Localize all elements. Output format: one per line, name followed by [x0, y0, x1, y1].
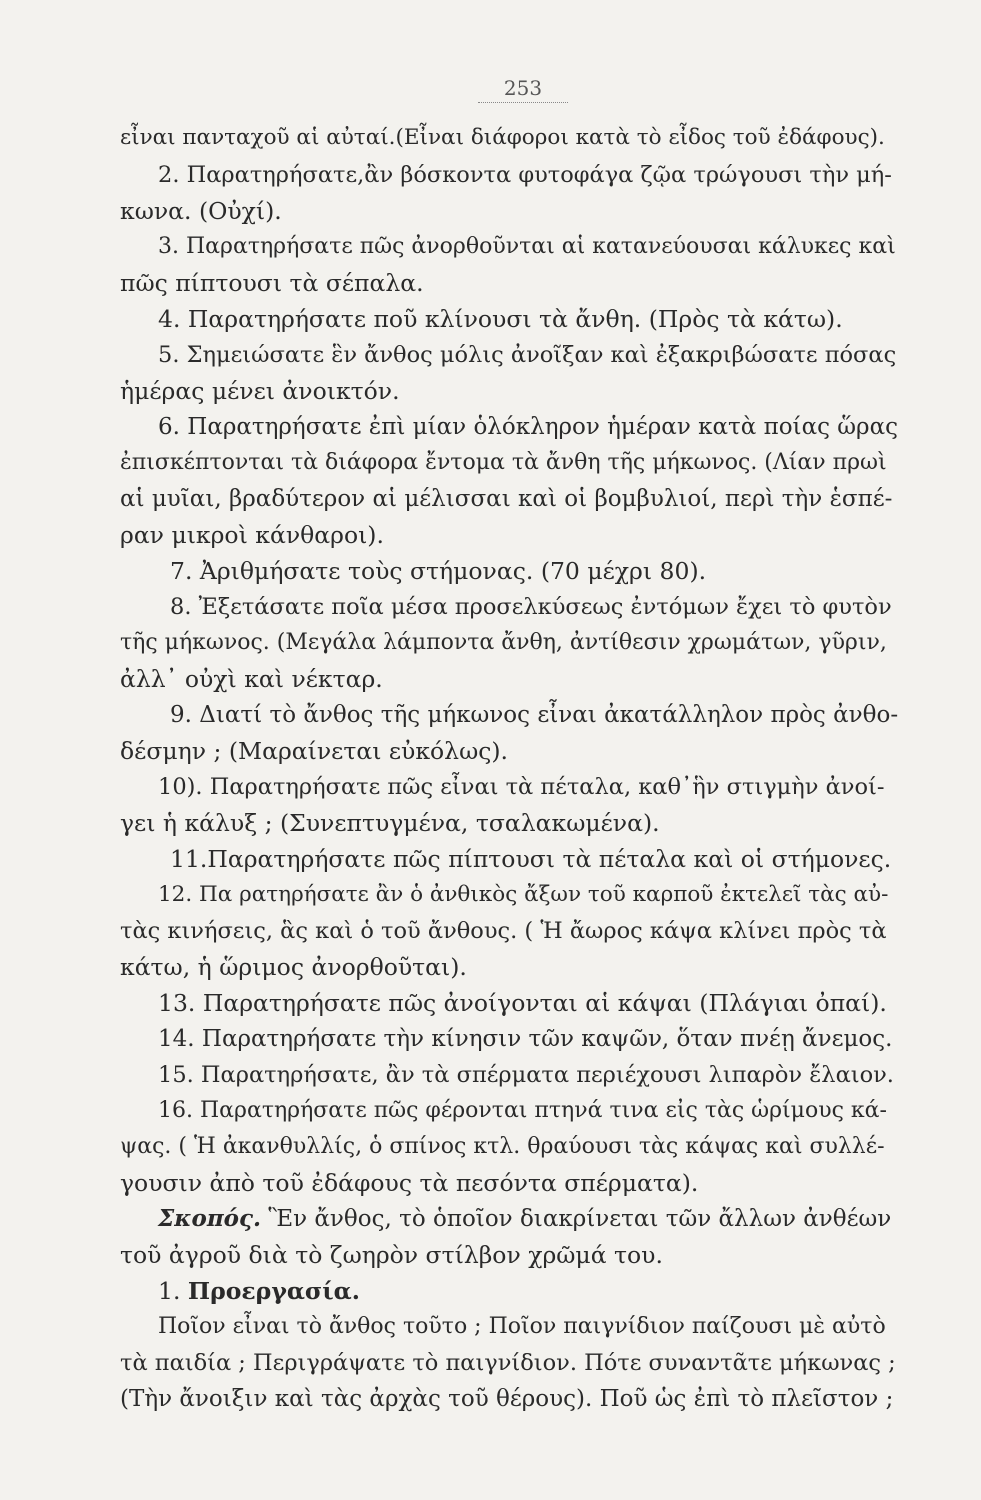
text-line: ἀλλ᾽ οὐχὶ καὶ νέκταρ.	[120, 665, 383, 693]
text-line: 5. Σημειώσατε ἓν ἄνθος μόλις ἀνοῖξαν καὶ ἐξακριβώσατε πόσας	[158, 342, 897, 368]
text-line: γουσιν ἀπὸ τοῦ ἐδάφους τὰ πεσόντα σπέρματα).	[120, 1169, 699, 1197]
text-line: 9. Διατί τὸ ἄνθος τῆς μήκωνος εἶναι ἀκατάλληλον πρὸς ἀνθο-	[170, 702, 899, 728]
page-number: 253	[478, 76, 568, 103]
text-line: 14. Παρατηρήσατε τὴν κίνησιν τῶν καψῶν, ὅταν πνέῃ ἄνεμος.	[158, 1026, 893, 1052]
text-line: 16. Παρατηρήσατε πῶς φέρονται πτηνά τινα εἰς τὰς ὡρίμους κά-	[158, 1098, 887, 1123]
text-line: (Τὴν ἄνοιξιν καὶ τὰς ἀρχὰς τοῦ θέρους). Ποῦ ὡς ἐπὶ τὸ πλεῖστον ;	[120, 1386, 894, 1412]
text-line: τοῦ ἀγροῦ διὰ τὸ ζωηρὸν στίλβον χρῶμά του.	[120, 1241, 663, 1269]
aim-line	[158, 1204, 891, 1234]
text-line: τὰ παιδία ; Περιγράψατε τὸ παιγνίδιον. Πότε συναντᾶτε μήκωνας ;	[120, 1350, 896, 1376]
text-line: ἐπισκέπτονται τὰ διάφορα ἔντομα τὰ ἄνθη τῆς μήκωνος. (Λίαν πρωὶ	[120, 450, 887, 475]
section-title: Προεργασία.	[187, 1277, 360, 1305]
text-line: 6. Παρατηρήσατε ἐπὶ μίαν ὁλόκληρον ἡμέραν κατὰ ποίας ὥρας	[158, 414, 898, 440]
text-line: Ποῖον εἶναι τὸ ἄνθος τοῦτο ; Ποῖον παιγνίδιον παίζουσι μὲ αὐτὸ	[158, 1314, 886, 1339]
text-line: δέσμην ; (Μαραίνεται εὐκόλως).	[120, 737, 509, 765]
text-line: κάτω, ἡ ὥριμος ἀνορθοῦται).	[120, 953, 467, 981]
text-line: 11.Παρατηρήσατε πῶς πίπτουσι τὰ πέταλα καὶ οἱ στήμονες.	[170, 845, 892, 873]
aim-label: Σκοπός.	[158, 1205, 262, 1232]
section-heading	[158, 1276, 360, 1306]
text-line: πῶς πίπτουσι τὰ σέπαλα.	[120, 269, 424, 297]
text-line: τὰς κινήσεις, ἃς καὶ ὁ τοῦ ἄνθους. ( Ἡ ἄωρος κάψα κλίνει πρὸς τὰ	[120, 918, 887, 944]
text-line: αἱ μυῖαι, βραδύτερον αἱ μέλισσαι καὶ οἱ βομβυλιοί, περὶ τὴν ἑσπέ-	[120, 486, 893, 512]
text-line: 8. Ἐξετάσατε ποῖα μέσα προσελκύσεως ἐντόμων ἔχει τὸ φυτὸν	[170, 594, 892, 620]
aim-text: Ἓν ἄνθος, τὸ ὁποῖον διακρίνεται τῶν ἄλλων ἀνθέων	[268, 1206, 892, 1232]
text-line: κωνα. (Οὐχί).	[120, 197, 282, 225]
text-line: ψας. ( Ἡ ἀκανθυλλίς, ὁ σπίνος κτλ. θραύουσι τὰς κάψας καὶ συλλέ-	[120, 1134, 885, 1159]
text-line: 3. Παρατηρήσατε πῶς ἀνορθοῦνται αἱ κατανεύουσαι κάλυκες καὶ	[158, 234, 896, 259]
text-line: 4. Παρατηρήσατε ποῦ κλίνουσι τὰ ἄνθη. (Πρὸς τὰ κάτω).	[158, 305, 843, 333]
text-line: 13. Παρατηρήσατε πῶς ἀνοίγονται αἱ κάψαι (Πλάγιαι ὀπαί).	[158, 989, 887, 1017]
text-line: 7. Ἀριθμήσατε τοὺς στήμονας. (70 μέχρι 80).	[170, 557, 707, 585]
section-number: 1.	[158, 1277, 181, 1305]
text-line: 2. Παρατηρήσατε,ἂν βόσκοντα φυτοφάγα ζῷα τρώγουσι τὴν μή-	[158, 162, 892, 188]
text-line: ἡμέρας μένει ἀνοικτόν.	[120, 377, 400, 405]
text-line: εἶναι πανταχοῦ αἱ αὐταί.(Εἶναι διάφοροι κατὰ τὸ εἶδος τοῦ ἐδάφους).	[120, 125, 885, 150]
text-line: ραν μικροὶ κάνθαροι).	[120, 521, 384, 549]
text-line: 12. Πα ρατηρήσατε ἂν ὁ ἀνθικὸς ἄξων τοῦ καρποῦ ἐκτελεῖ τὰς αὐ-	[158, 882, 889, 907]
text-line: τῆς μήκωνος. (Μεγάλα λάμποντα ἄνθη, ἀντίθεσιν χρωμάτων, γῦριν,	[120, 630, 887, 655]
text-line: γει ἡ κάλυξ ; (Συνεπτυγμένα, τσαλακωμένα).	[120, 809, 660, 837]
text-line: 15. Παρατηρήσατε, ἂν τὰ σπέρματα περιέχουσι λιπαρὸν ἔλαιον.	[158, 1062, 894, 1088]
text-line: 10). Παρατηρήσατε πῶς εἶναι τὰ πέταλα, καθ᾽ἣν στιγμὴν ἀνοί-	[158, 774, 885, 800]
